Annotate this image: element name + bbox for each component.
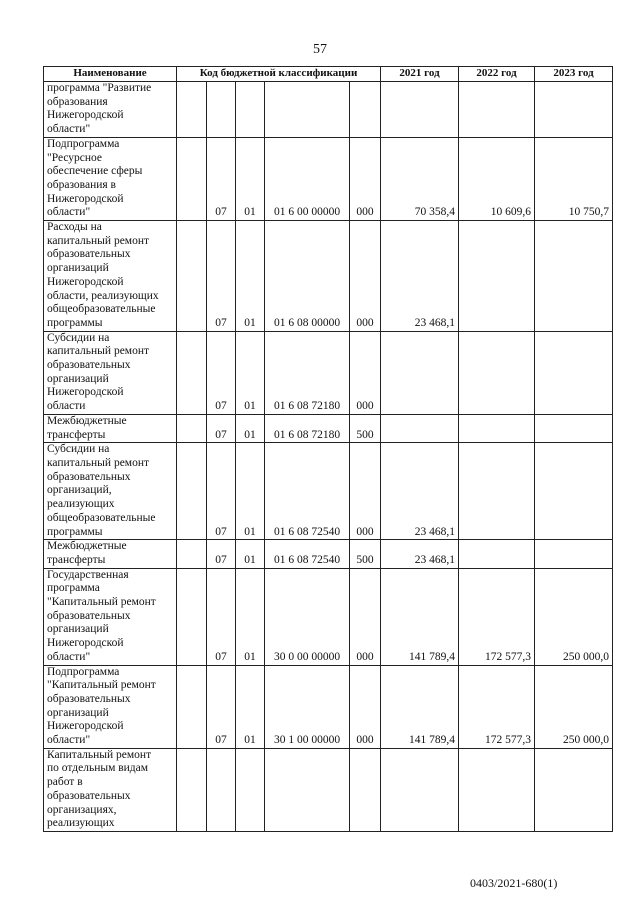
cell-2023 [535,82,613,138]
cell-2022 [459,221,535,332]
cell-csr [265,82,350,138]
cell-podrazdel: 01 [236,443,265,540]
cell-vr: 000 [350,221,381,332]
cell-razdel: 07 [207,540,236,568]
table-row [44,414,613,442]
cell-csr: 30 1 00 00000 [265,665,350,748]
cell-csr: 01 6 00 00000 [265,137,350,220]
cell-2021: 141 789,4 [381,568,459,665]
table-body [44,82,613,832]
cell-razdel: 07 [207,568,236,665]
cell-csr [265,748,350,831]
cell-csr: 01 6 08 72180 [265,331,350,414]
cell-2022 [459,540,535,568]
cell-2022: 172 577,3 [459,665,535,748]
header-name: Наименование [44,67,177,82]
cell-vr: 000 [350,665,381,748]
budget-table [43,66,613,832]
cell-2021: 23 468,1 [381,540,459,568]
cell-razdel [207,748,236,831]
document-code: 0403/2021-680(1) [470,876,558,890]
cell-razdel: 07 [207,331,236,414]
cell-2022 [459,748,535,831]
cell-2023: 10 750,7 [535,137,613,220]
cell-razdel: 07 [207,665,236,748]
cell-vedom [177,540,207,568]
cell-podrazdel [236,82,265,138]
cell-vedom [177,221,207,332]
cell-podrazdel: 01 [236,137,265,220]
cell-vedom [177,568,207,665]
cell-razdel: 07 [207,221,236,332]
cell-vedom [177,331,207,414]
cell-2023: 250 000,0 [535,665,613,748]
cell-podrazdel: 01 [236,221,265,332]
cell-2022 [459,82,535,138]
cell-2023 [535,331,613,414]
cell-2023 [535,540,613,568]
cell-2021: 70 358,4 [381,137,459,220]
cell-vr: 000 [350,443,381,540]
cell-name: Подпрограмма "Ресурсное обеспечение сферы образования в Нижегородской области" [44,137,177,220]
cell-2021 [381,331,459,414]
table-row [44,137,613,220]
table-row [44,82,613,138]
cell-csr: 30 0 00 00000 [265,568,350,665]
cell-name: программа "Развитие образования Нижегородской области" [44,82,177,138]
cell-vedom [177,665,207,748]
cell-csr: 01 6 08 72180 [265,414,350,442]
cell-podrazdel: 01 [236,665,265,748]
table-header [44,67,613,82]
cell-name: Расходы на капитальный ремонт образовательных организаций Нижегородской области, реализующих общеобразовательные программы [44,221,177,332]
table-row [44,221,613,332]
cell-2021 [381,414,459,442]
cell-2023 [535,748,613,831]
cell-name: Субсидии на капитальный ремонт образовательных организаций Нижегородской области [44,331,177,414]
cell-2022: 172 577,3 [459,568,535,665]
cell-2022 [459,414,535,442]
cell-name: Капитальный ремонт по отдельным видам работ в образовательных организациях, реализующих [44,748,177,831]
cell-2023: 250 000,0 [535,568,613,665]
cell-2021: 23 468,1 [381,443,459,540]
cell-2021: 141 789,4 [381,665,459,748]
header-row [44,67,613,82]
cell-2023 [535,221,613,332]
cell-vedom [177,748,207,831]
cell-vedom [177,414,207,442]
cell-razdel: 07 [207,137,236,220]
header-code: Код бюджетной классификации [177,67,381,82]
cell-csr: 01 6 08 00000 [265,221,350,332]
cell-2022 [459,331,535,414]
cell-csr: 01 6 08 72540 [265,540,350,568]
cell-2021 [381,82,459,138]
table-row [44,568,613,665]
header-2023: 2023 год [535,67,613,82]
cell-vedom [177,82,207,138]
cell-name: Межбюджетные трансферты [44,540,177,568]
cell-name: Межбюджетные трансферты [44,414,177,442]
header-2022: 2022 год [459,67,535,82]
cell-vr [350,748,381,831]
cell-podrazdel: 01 [236,414,265,442]
cell-vr: 000 [350,137,381,220]
cell-podrazdel: 01 [236,540,265,568]
cell-2021: 23 468,1 [381,221,459,332]
table-row [44,331,613,414]
cell-2022: 10 609,6 [459,137,535,220]
cell-csr: 01 6 08 72540 [265,443,350,540]
cell-vr [350,82,381,138]
cell-vedom [177,137,207,220]
cell-2021 [381,748,459,831]
page-number: 57 [313,42,327,57]
header-2021: 2021 год [381,67,459,82]
table-row [44,443,613,540]
cell-razdel: 07 [207,414,236,442]
cell-name: Субсидии на капитальный ремонт образовательных организаций, реализующих общеобразовательные программы [44,443,177,540]
cell-name: Государственная программа "Капитальный ремонт образовательных организаций Нижегородской области" [44,568,177,665]
table-row [44,540,613,568]
cell-razdel: 07 [207,443,236,540]
cell-vr: 000 [350,568,381,665]
cell-vr: 000 [350,331,381,414]
cell-2023 [535,443,613,540]
cell-razdel [207,82,236,138]
cell-podrazdel [236,748,265,831]
cell-vedom [177,443,207,540]
cell-name: Подпрограмма "Капитальный ремонт образовательных организаций Нижегородской области" [44,665,177,748]
cell-2023 [535,414,613,442]
cell-podrazdel: 01 [236,568,265,665]
cell-podrazdel: 01 [236,331,265,414]
cell-vr: 500 [350,414,381,442]
table-row [44,748,613,831]
cell-2022 [459,443,535,540]
cell-vr: 500 [350,540,381,568]
table-row [44,665,613,748]
